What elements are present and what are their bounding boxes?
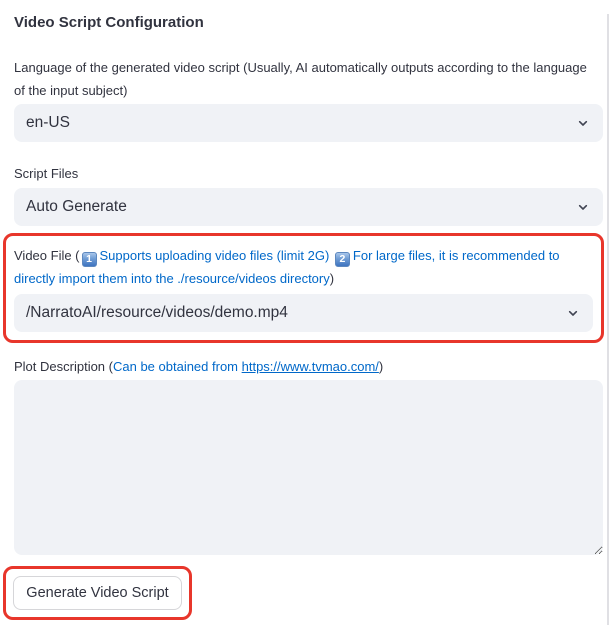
label-segment: directly import them into the ./resource/videos directory — [14, 271, 330, 286]
keycap-1-icon: 1 — [82, 252, 97, 267]
chevron-down-icon — [575, 115, 591, 131]
label-segment: ) — [329, 271, 335, 286]
label-segment: ) — [378, 359, 384, 374]
label-segment: Plot Description ( — [14, 359, 113, 374]
video-script-config-panel — [14, 14, 603, 620]
script-files-label: Script Files — [14, 166, 79, 181]
language-select-value: en-US — [26, 114, 70, 131]
video-file-label — [14, 244, 593, 290]
language-label: Language of the generated video script (Usually, AI automatically outputs according to the language of the input subject) — [14, 60, 587, 98]
label-segment: Video File ( — [14, 248, 80, 263]
panel-divider — [607, 14, 609, 625]
script-files-select-value: Auto Generate — [26, 198, 127, 215]
plot-description-textarea[interactable] — [14, 380, 603, 555]
chevron-down-icon — [565, 305, 581, 321]
script-files-select[interactable] — [14, 188, 603, 226]
highlight-box-generate-button — [3, 566, 192, 620]
label-segment: Can be obtained from — [112, 359, 242, 374]
video-file-select[interactable] — [14, 294, 593, 332]
label-segment: Supports uploading video files (limit 2G) — [99, 248, 333, 263]
plot-description-label — [14, 355, 603, 378]
keycap-2-icon: 2 — [335, 252, 350, 267]
video-file-select-value: /NarratoAI/resource/videos/demo.mp4 — [26, 304, 288, 321]
language-select[interactable] — [14, 104, 603, 142]
chevron-down-icon — [575, 199, 591, 215]
highlight-box-video-file — [3, 233, 604, 343]
generate-video-script-button[interactable]: Generate Video Script — [13, 576, 182, 610]
page-title: Video Script Configuration — [14, 14, 204, 31]
label-segment: For large files, it is recommended to — [352, 248, 560, 263]
tvmao-link[interactable]: https://www.tvmao.com/ — [241, 359, 379, 374]
